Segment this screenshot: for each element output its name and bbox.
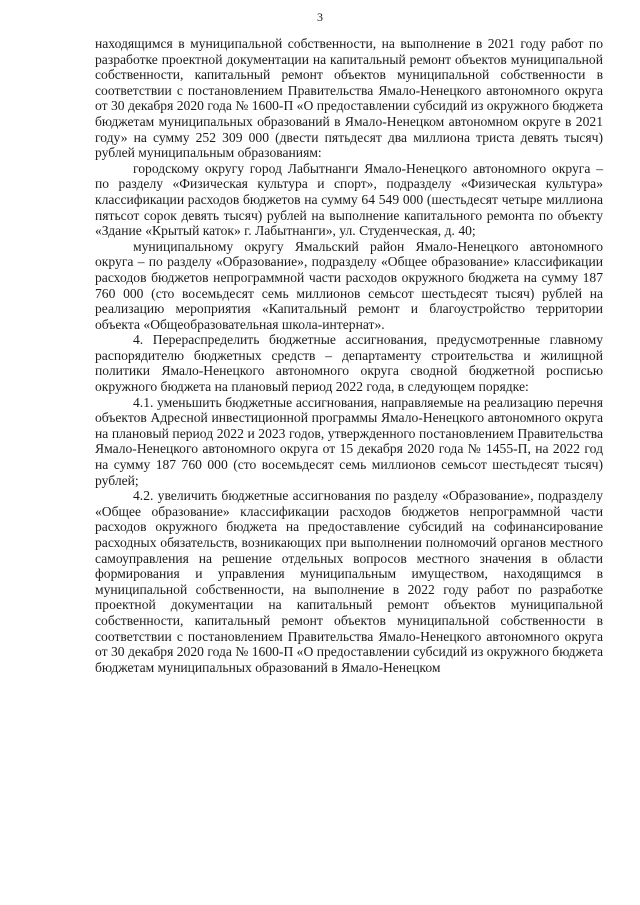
page-number: 3 — [317, 10, 323, 24]
document-body — [95, 36, 603, 675]
paragraph-item-4: 4. Перераспределить бюджетные ассигнования, предусмотренные главному распорядителю бюджетных средств – департаменту строительства и жилищной политики Ямало-Ненецкого автономного округа сводной бюджетной росписью окружного бюджета на плановый период 2022 года, в следующем порядке: — [95, 332, 603, 395]
paragraph-item-4-1: 4.1. уменьшить бюджетные ассигнования, направляемые на реализацию перечня объектов Адресной инвестиционной программы Ямало-Ненецкого автономного округа на плановый период 2022 и 2023 годов, утвержденного постановлением Правительства Ямало-Ненецкого автономного округа от 15 декабря 2020 года № 1455-П, на 2022 год на сумму 187 760 000 (сто восемьдесят семь миллионов семьсот шестьдесят тысяч) рублей; — [95, 394, 603, 488]
paragraph-labytnangi: городскому округу город Лабытнанги Ямало-Ненецкого автономного округа – по разделу «Физическая культура и спорт», подразделу «Физическая культура» классификации расходов бюджетов на сумму 64 549 000 (шестьдесят четыре миллиона пятьсот сорок девять тысяч) рублей на выполнение капитального ремонта по объекту «Здание «Крытый каток» г. Лабытнанги», ул. Студенческая, д. 40; — [95, 160, 603, 239]
paragraph-yamalsky-district: муниципальному округу Ямальский район Ямало-Ненецкого автономного округа – по разделу «Образование», подразделу «Общее образование» классификации расходов бюджетов непрограммной части расходов окружного бюджета на сумму 187 760 000 (сто восемьдесят семь миллионов семьсот шестьдесят тысяч) рублей на реализацию мероприятия «Капитальный ремонт и благоустройство территории объекта «Общеобразовательная школа-интернат». — [95, 238, 603, 332]
paragraph-item-4-2: 4.2. увеличить бюджетные ассигнования по разделу «Образование», подразделу «Общее образование» классификации расходов бюджетов непрограммной части расходов окружного бюджета на предоставление субсидий на софинансирование расходных обязательств, возникающих при выполнении полномочий органов местного самоуправления на решение отдельных вопросов местного значения в области формирования и управления муниципальным имуществом, находящимся в муниципальной собственности, на выполнение в 2022 году работ по разработке проектной документации на капитальный ремонт объектов муниципальной собственности, капитальный ремонт объектов муниципальной собственности в соответствии с постановлением Правительства Ямало-Ненецкого автономного округа от 30 декабря 2020 года № 1600-П «О предоставлении субсидий из окружного бюджета бюджетам муниципальных образований в Ямало-Ненецком — [95, 488, 603, 675]
paragraph-continuation: находящимся в муниципальной собственности, на выполнение в 2021 году работ по разработке проектной документации на капитальный ремонт объектов муниципальной собственности, капитальный ремонт объектов муниципальной собственности в соответствии с постановлением Правительства Ямало-Ненецкого автономного округа от 30 декабря 2020 года № 1600-П «О предоставлении субсидий из окружного бюджета бюджетам муниципальных образований в Ямало-Ненецком автономном округе в 2021 году» на сумму 252 309 000 (двести пятьдесят два миллиона триста девять тысяч) рублей муниципальным образованиям: — [95, 36, 603, 161]
